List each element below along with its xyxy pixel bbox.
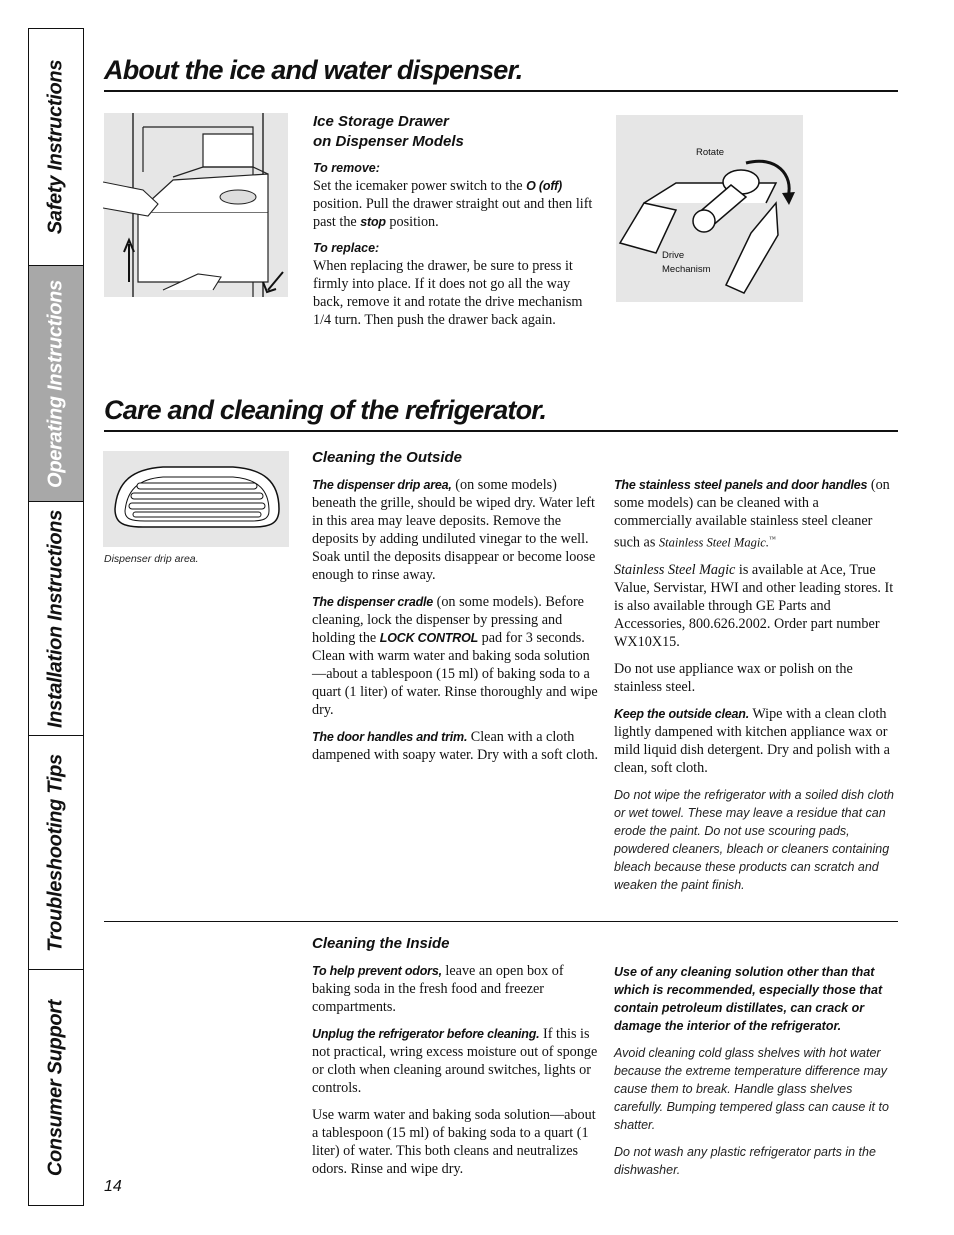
- unplug-text: If this is not practical, wring excess moisture out of sponge or cloth when cleaning around switches, lights or controls.: [312, 1026, 598, 1096]
- remove-text-b: position. Pull the drawer straight out and then lift past the: [313, 196, 593, 230]
- drip-area-caption: Dispenser drip area.: [104, 553, 199, 565]
- keep-clean-lead: Keep the outside clean.: [614, 706, 750, 721]
- page-title-dispenser: About the ice and water dispenser.: [104, 55, 523, 85]
- tab-label: Operating Instructions: [44, 279, 67, 488]
- replace-label: To replace:: [313, 241, 380, 255]
- drip-text: (on some models) beneath the grille, should be wiped dry. Water left in this area may leave deposits. Remove the deposits by adding undiluted vinegar to the well. Soak until the deposits disappear or become loose enough to rinse away.: [312, 477, 596, 583]
- rotate-label: Rotate: [696, 147, 724, 158]
- drive-label-2: Mechanism: [662, 264, 711, 275]
- cleaning-inside-col1: [312, 934, 600, 1187]
- tab-consumer-support[interactable]: [29, 970, 83, 1205]
- cleaning-outside-col2: [614, 476, 900, 903]
- lock-control: LOCK CONTROL: [379, 631, 479, 645]
- tab-installation-instructions[interactable]: [29, 502, 83, 736]
- remove-stop: stop: [360, 215, 386, 229]
- remove-off: O (off): [526, 179, 562, 193]
- tab-label: Installation Instructions: [44, 509, 67, 728]
- inside-divider: [104, 921, 898, 922]
- care-title-divider: [104, 430, 898, 432]
- remove-label: To remove:: [313, 161, 380, 175]
- remove-text-a: Set the icemaker power switch to the: [313, 178, 523, 194]
- title-divider: [104, 90, 898, 92]
- unplug-lead: Unplug the refrigerator before cleaning.: [312, 1027, 540, 1041]
- ice-drawer-illustration: [103, 112, 289, 298]
- ice-drawer-text: [313, 112, 598, 338]
- no-wax-text: Do not use appliance wax or polish on the stainless steel.: [614, 660, 853, 695]
- drip-lead: The dispenser drip area,: [312, 478, 452, 492]
- steel-lead: The stainless steel panels and door handles: [614, 478, 868, 492]
- warm-water-text: Use warm water and baking soda solution—about a tablespoon (15 ml) of baking soda to a quart (1 liter) of water. This both cleans and neutralizes odors. Rinse and wipe dry.: [312, 1107, 596, 1177]
- magic-italic: Stainless Steel Magic: [614, 561, 736, 578]
- ice-drawer-heading-1: Ice Storage Drawer: [313, 113, 449, 130]
- keep-clean-text: Wipe with a clean cloth lightly dampened with kitchen appliance wax or mild liquid dish detergent. Dry and polish with a clean, soft cloth.: [614, 705, 890, 776]
- tab-safety-instructions[interactable]: [29, 29, 83, 266]
- page-number: 14: [104, 1178, 122, 1195]
- no-wipe-note: Do not wipe the refrigerator with a soiled dish cloth or wet towel. These may leave a residue that can erode the paint. Do not use scouring pads, powdered cleaners, bleach or cleaners containing bleach because these products can scratch and weaken the paint finish.: [614, 787, 895, 892]
- magic-text: is available at Ace, True Value, Servistar, HWI and other leading stores. It is also available through GE Parts and Accessories, 800.626.2002. Order part number WX10X15.: [614, 561, 894, 650]
- tab-label: Troubleshooting Tips: [44, 753, 67, 952]
- tab-troubleshooting-tips[interactable]: [29, 736, 83, 970]
- ice-drawer-heading-2: on Dispenser Models: [313, 133, 464, 150]
- cleaning-outside-heading: Cleaning the Outside: [312, 449, 463, 466]
- odor-lead: To help prevent odors,: [312, 964, 442, 978]
- drive-mechanism-illustration: [616, 115, 803, 302]
- tab-operating-instructions[interactable]: [29, 266, 83, 502]
- drive-mechanism-label: [662, 249, 711, 277]
- tab-label: Safety Instructions: [44, 59, 67, 235]
- cradle-text-a: (on some models). Before cleaning, lock the dispenser by pressing and holding the: [312, 594, 584, 646]
- cleaning-inside-heading: Cleaning the Inside: [312, 935, 450, 952]
- cleaning-outside-col1: [312, 448, 600, 773]
- replace-text: When replacing the drawer, be sure to press it firmly into place. If it does not go all the way back, remove it and rotate the drive mechanism 1/4 turn. Then push the drawer back again.: [313, 258, 583, 328]
- cradle-lead: The dispenser cradle: [312, 595, 434, 609]
- glass-shelves-note: Avoid cleaning cold glass shelves with hot water because the extreme temperature difference may cause them to break. Handle glass shelves carefully. Bumping tempered glass can cause it to shatter.: [614, 1046, 889, 1132]
- tab-label: Consumer Support: [44, 999, 67, 1176]
- cleaning-inside-col2: [614, 963, 900, 1188]
- steel-text-a: (on some models) can be cleaned with a commercially available stainless steel cleaner such as: [614, 477, 890, 551]
- handles-lead: The door handles and trim.: [312, 730, 468, 744]
- odor-text: leave an open box of baking soda in the fresh food and freezer compartments.: [312, 963, 564, 1015]
- remove-text-c: position.: [385, 214, 439, 230]
- handles-text: Clean with a cloth dampened with soapy water. Dry with a soft cloth.: [312, 729, 599, 763]
- cradle-text-b: pad for 3 seconds. Clean with warm water and baking soda solution—about a tablespoon (15 ml) of baking soda to a quart (1 liter) of water. Rinse thoroughly and wipe dry.: [312, 630, 598, 718]
- drip-area-illustration: [103, 451, 289, 547]
- page-title-care: Care and cleaning of the refrigerator.: [104, 395, 547, 425]
- side-tabs: [28, 28, 84, 1206]
- solution-warning: Use of any cleaning solution other than that which is recommended, especially those that contain petroleum distillates, can crack or damage the interior of the refrigerator.: [614, 965, 883, 1033]
- steel-magic: Stainless Steel Magic.: [658, 535, 769, 550]
- drive-label-1: Drive: [662, 250, 685, 261]
- trademark: ™: [768, 535, 776, 543]
- plastic-parts-note: Do not wash any plastic refrigerator parts in the dishwasher.: [614, 1145, 876, 1177]
